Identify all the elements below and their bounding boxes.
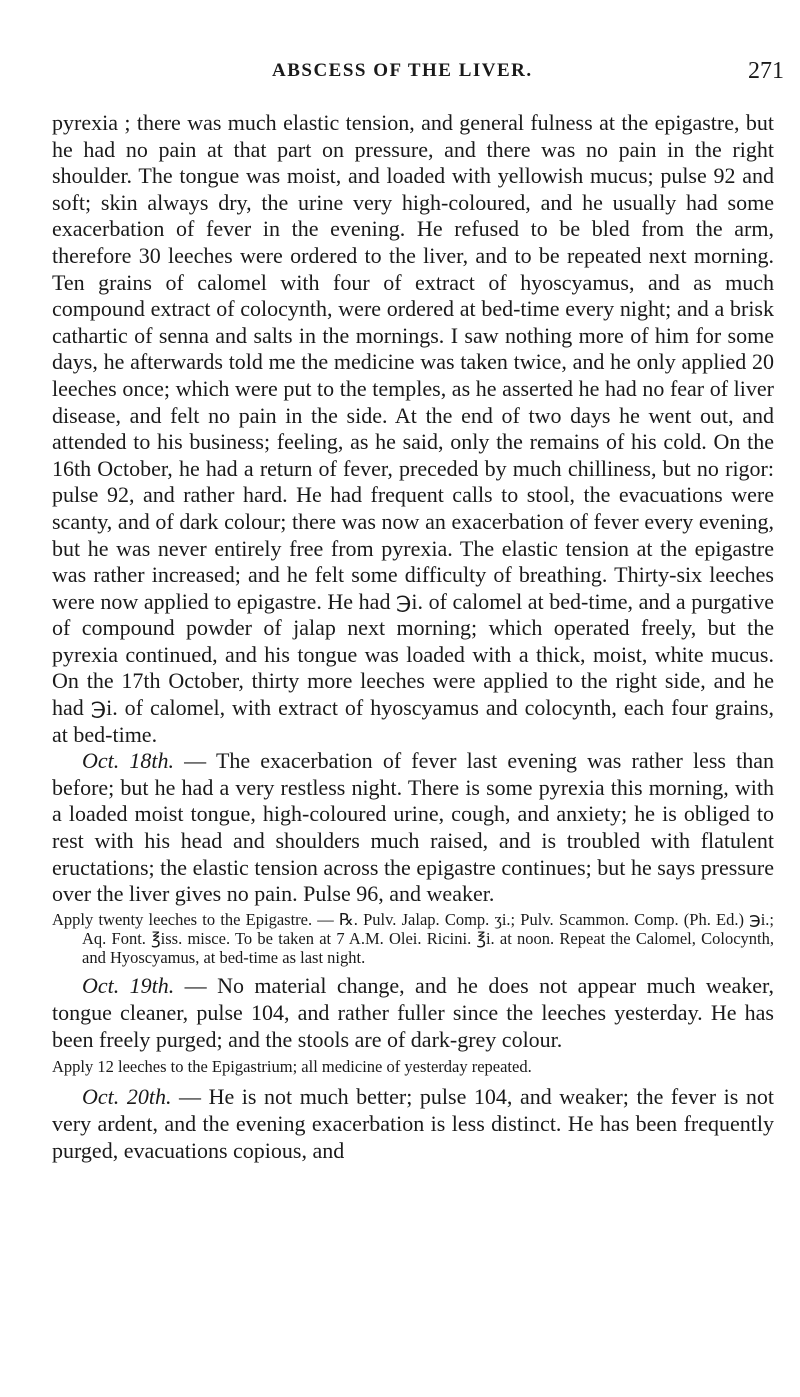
entry-date: Oct. 20th.: [82, 1084, 172, 1110]
entry-text: — No material change, and he does not appear much weaker, tongue cleaner, pulse 104, and rather fuller since the leeches yesterday. He has been freely purged; and the stools are of dark-grey colour.: [52, 973, 774, 1052]
running-head: [0, 58, 800, 88]
dated-entry: [52, 748, 774, 908]
running-head-title: ABSCESS OF THE LIVER.: [272, 60, 533, 81]
entry-date: Oct. 19th.: [82, 973, 175, 999]
page-body: [52, 110, 774, 1164]
entry-date: Oct. 18th.: [82, 748, 175, 774]
dated-entry: [52, 1084, 774, 1164]
entry-text: — The exacerbation of fever last evening was rather less than before; but he had a very restless night. There is some pyrexia this morning, with a loaded moist tongue, high-coloured urine, cough, and anxiety; he is obliged to rest with his head and shoulders much raised, and is troubled with flatulent eructations; the elastic tension across the epigastre continues; but he says pressure over the liver gives no pain. Pulse 96, and weaker.: [52, 748, 774, 907]
entry-text: — He is not much better; pulse 104, and weaker; the fever is not very ardent, and the evening exacerbation is less distinct. He has been frequently purged, evacuations copious, and: [52, 1084, 774, 1163]
page-number: 271: [748, 58, 784, 84]
dated-entry: [52, 973, 774, 1053]
prescription-note: Apply 12 leeches to the Epigastrium; all medicine of yesterday repeated.: [52, 1057, 532, 1077]
prescription-note: Apply twenty leeches to the Epigastre. — ℞. Pulv. Jalap. Comp. ʒi.; Pulv. Scammon. Comp. (Ph. Ed.) ℈i.; Aq. Font. ℥iss. misce. To be taken at 7 A.M. Olei. Ricini. ℥i. at noon. Repeat the Calomel, Colocynth, and Hyoscyamus, at bed-time as last night.: [52, 909, 774, 968]
case-paragraph: pyrexia ; there was much elastic tension, and general fulness at the epigastre, but he had no pain at that part on pressure, and there was no pain in the right shoulder. The tongue was moist, and loaded with yellowish mucus; pulse 92 and soft; skin always dry, the urine very high-coloured, and he usually had some exacerbation of fever in the evening. He refused to be bled from the arm, therefore 30 leeches were ordered to the liver, and to be repeated next morning. Ten grains of calomel with four of extract of hyoscyamus, and as much compound extract of colocynth, were ordered at bed-time every night; and a brisk cathartic of senna and salts in the mornings. I saw nothing more of him for some days, he afterwards told me the medicine was taken twice, and he only applied 20 leeches once; which were put to the temples, as he asserted he had no fear of liver disease, and felt no pain in the side. At the end of two days he went out, and attended to his business; feeling, as he said, only the remains of his cold. On the 16th October, he had a return of fever, preceded by much chilliness, but no rigor: pulse 92, and rather hard. He had frequent calls to stool, the evacuations were scanty, and of dark colour; there was now an exacerbation of fever every evening, but he was never entirely free from pyrexia. The elastic tension at the epigastre was rather increased; and he felt some difficulty of breathing. Thirty-six leeches were now applied to epigastre. He had ℈i. of calomel at bed-time, and a purgative of compound powder of jalap next morning; which operated freely, but the pyrexia continued, and his tongue was loaded with a thick, moist, white mucus. On the 17th October, thirty more leeches were applied to the right side, and he had ℈i. of calomel, with extract of hyoscyamus and colocynth, each four grains, at bed-time.: [52, 110, 774, 747]
